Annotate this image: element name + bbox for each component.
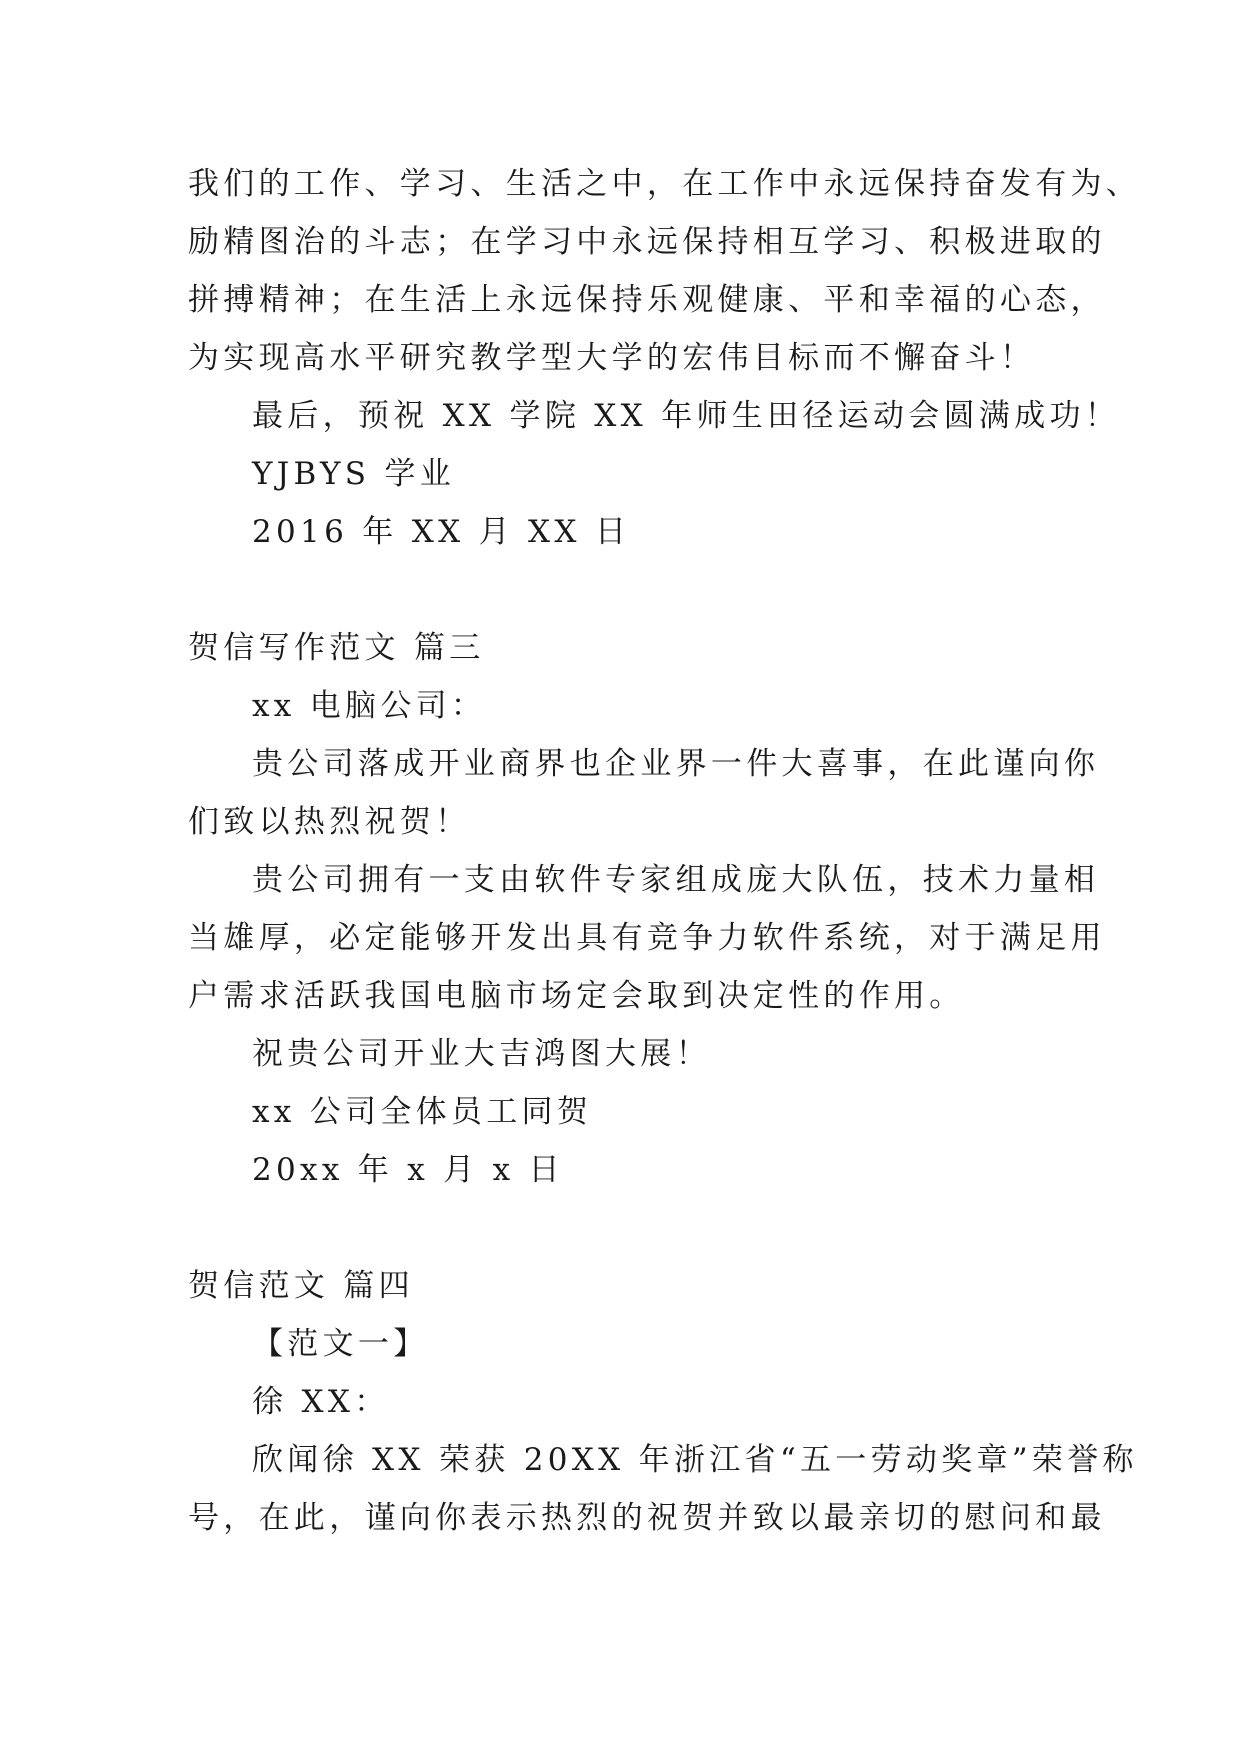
paragraph-line: 励精图治的斗志；在学习中永远保持相互学习、积极进取的 <box>188 224 1106 260</box>
closing-wish: 最后，预祝 XX 学院 XX 年师生田径运动会圆满成功！ <box>252 398 1121 434</box>
section-heading: 贺信写作范文 篇三 <box>188 630 485 666</box>
paragraph-line: 为实现高水平研究教学型大学的宏伟目标而不懈奋斗！ <box>188 340 1036 376</box>
paragraph-line: 贵公司落成开业商界也企业界一件大喜事，在此谨向你 <box>252 746 1100 782</box>
paragraph-line: 户需求活跃我国电脑市场定会取到决定性的作用。 <box>188 978 965 1014</box>
paragraph-line: 们致以热烈祝贺！ <box>188 804 471 840</box>
letter-date: 20xx 年 x 月 x 日 <box>252 1152 564 1188</box>
document-body <box>188 155 1142 1547</box>
paragraph-line: 当雄厚，必定能够开发出具有竞争力软件系统，对于满足用 <box>188 920 1106 956</box>
closing-wish: 祝贵公司开业大吉鸿图大展！ <box>252 1036 711 1072</box>
paragraph-line: 我们的工作、学习、生活之中，在工作中永远保持奋发有为、 <box>188 166 1142 202</box>
paragraph-line: 拼搏精神；在生活上永远保持乐观健康、平和幸福的心态， <box>188 282 1106 318</box>
section-gap <box>188 1199 1056 1257</box>
section-gap <box>188 561 1056 619</box>
section-heading: 贺信范文 篇四 <box>188 1268 414 1304</box>
paragraph-line: 号，在此，谨向你表示热烈的祝贺并致以最亲切的慰问和最 <box>188 1500 1106 1536</box>
letter-date: 2016 年 XX 月 XX 日 <box>252 514 631 550</box>
salutation: 徐 XX： <box>252 1384 390 1420</box>
paragraph-line: 贵公司拥有一支由软件专家组成庞大队伍，技术力量相 <box>252 862 1100 898</box>
sample-subheading: 【范文一】 <box>252 1326 429 1362</box>
signature: xx 公司全体员工同贺 <box>252 1094 593 1130</box>
salutation: xx 电脑公司： <box>252 688 487 724</box>
signature: YJBYS 学业 <box>252 456 456 492</box>
paragraph-line: 欣闻徐 XX 荣获 20XX 年浙江省“五一劳动奖章”荣誉称 <box>252 1442 1138 1478</box>
